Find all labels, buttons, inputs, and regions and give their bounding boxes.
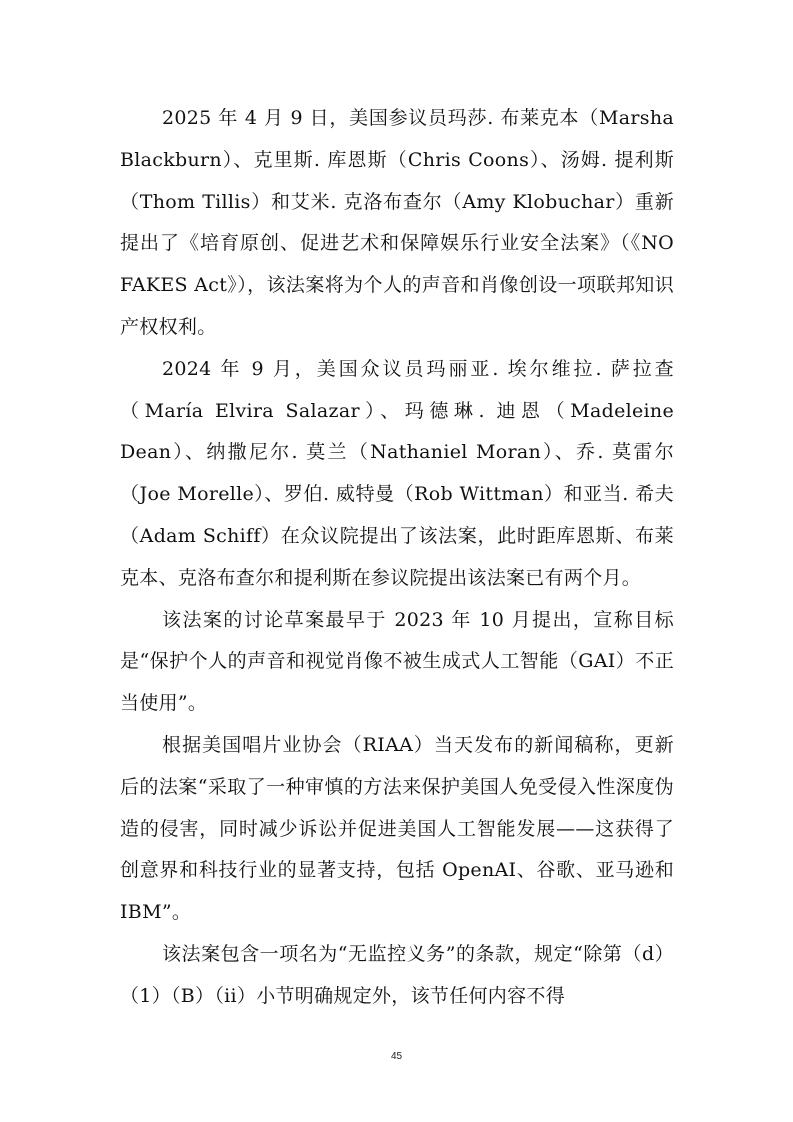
paragraph-house-introduction: 2024 年 9 月，美国众议员玛丽亚. 埃尔维拉. 萨拉查（María Elvira Salazar）、玛德琳. 迪恩（Madeleine Dean）、纳撒尼尔. 莫兰（Nathaniel Moran）、乔. 莫雷尔（Joe Morelle）、罗伯. 威特曼（Rob Wittman）和亚当. 希夫（Adam Schiff）在众议院提出了该法案，此时距库恩斯、布莱克本、克洛布查尔和提利斯在参议院提出该法案已有两个月。: [120, 357, 674, 589]
body-text: [120, 98, 674, 1018]
paragraph-discussion-draft: 该法案的讨论草案最早于 2023 年 10 月提出，宣称目标是“保护个人的声音和视觉肖像不被生成式人工智能（GAI）不正当使用”。: [120, 608, 674, 715]
page-number: 45: [390, 1051, 403, 1062]
paragraph-no-fakes-act-reintroduced: 2025 年 4 月 9 日，美国参议员玛莎. 布莱克本（Marsha Blackburn）、克里斯. 库恩斯（Chris Coons）、汤姆. 提利斯（Thom Tillis）和艾米. 克洛布查尔（Amy Klobuchar）重新提出了《培育原创、促进艺术和保障娱乐行业安全法案》（《NO FAKES Act》），该法案将为个人的声音和肖像创设一项联邦知识产权权利。: [120, 107, 674, 338]
paragraph-no-monitoring-clause: 该法案包含一项名为“无监控义务”的条款，规定“除第（d）（1）（B）（ii）小节明确规定外，该节任何内容不得: [120, 942, 674, 1007]
paragraph-riaa-press-release: 根据美国唱片业协会（RIAA）当天发布的新闻稿称，更新后的法案“采取了一种审慎的方法来保护美国人免受侵入性深度伪造的侵害，同时减少诉讼并促进美国人工智能发展——这获得了创意界和科技行业的显著支持，包括 OpenAI、谷歌、亚马逊和 IBM”。: [120, 733, 674, 924]
